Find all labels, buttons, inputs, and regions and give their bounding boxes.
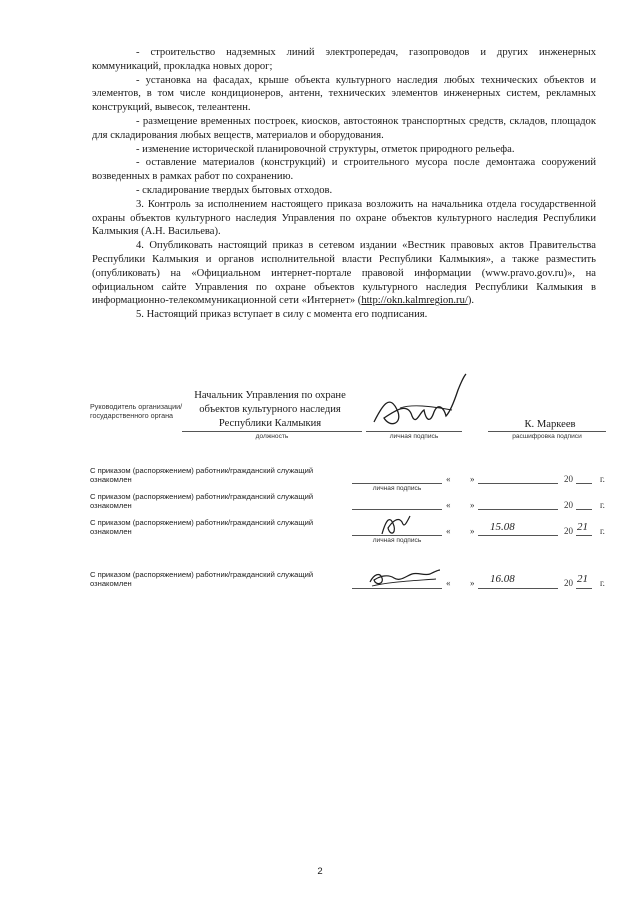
ack-year-handwritten: 21: [577, 573, 588, 585]
position-title: Начальник Управления по охране объектов культурного наследия Республики Калмыкия: [194, 390, 346, 429]
name-caption: расшифровка подписи: [512, 433, 582, 440]
ack-year-line: [576, 483, 592, 484]
ack-date-line: [478, 483, 558, 484]
quote-open: «: [446, 526, 451, 536]
ack-signature-caption: личная подпись: [372, 537, 422, 544]
page-number: 2: [317, 866, 323, 877]
ack-date-line: [478, 509, 558, 510]
quote-open: «: [446, 578, 451, 588]
ack-year-handwritten: 21: [577, 521, 588, 533]
paragraph-text: 4. Опубликовать настоящий приказ в сетевом издании «Вестник правовых актов Правительства Республики Калмыкия и органов исполнительной власти Республики Калмыкия», а также разместить (опубликовать) на «Официальном интернет-портале правовой информации (www.pravo.gov.ru)», на официальном сайте Управления по охране объектов культурного наследия Республики Калмыкия в информационно-телекоммуникационной сети «Интернет» (: [92, 240, 596, 307]
quote-close: »: [470, 500, 475, 510]
paragraph: 3. Контроль за исполнением настоящего приказа возложить на начальника отдела государственной охраны объектов культурного наследия Управления по охране объектов культурного наследия Республики Калмыкия (А.Н. Васильева).: [92, 198, 596, 238]
website-link[interactable]: http://okn.kalmregion.ru/: [361, 295, 468, 307]
ack-year-suffix: г.: [600, 500, 605, 510]
signature-underline: [366, 431, 462, 432]
acknowledgment-label: С приказом (распоряжением) работник/гражданский служащий ознакомлен: [90, 466, 314, 485]
paragraph: - установка на фасадах, крыше объекта культурного наследия любых технических объектов и элементов, в том числе кондиционеров, антенн, технических элементов инженерных систем, рекламных конструкций, вывесок, телеантенн.: [92, 74, 596, 114]
paragraph: 5. Настоящий приказ вступает в силу с момента его подписания.: [136, 309, 428, 321]
ack-signature-line: [352, 535, 442, 536]
ack-date: 16.08: [490, 573, 515, 585]
paragraph: - строительство надземных линий электропередач, газопроводов и других инженерных коммуникаций, прокладка новых дорог;: [92, 47, 596, 72]
ack-year: 20: [564, 500, 573, 510]
quote-close: »: [470, 474, 475, 484]
paragraph: - оставление материалов (конструкций) и строительного мусора после демонтажа сооружений возведенных в рамках работ по сохранению.: [92, 157, 596, 183]
ack-year-suffix: г.: [600, 526, 605, 536]
position-underline: [182, 431, 362, 432]
head-label: Руководитель организации/государственного органа: [90, 402, 183, 420]
order-text: [92, 46, 596, 322]
ack-year-line: [576, 509, 592, 510]
ack-signature-line: [352, 588, 442, 589]
paragraph: - изменение исторической планировочной структуры, отметок природного рельефа.: [136, 143, 515, 155]
signature-caption: личная подпись: [389, 433, 439, 440]
quote-open: «: [446, 500, 451, 510]
ack-date: 15.08: [490, 521, 515, 533]
ack-signature-line: [352, 483, 442, 484]
ack-date-line: [478, 588, 558, 589]
name-underline: [488, 431, 606, 432]
acknowledgment-label: С приказом (распоряжением) работник/гражданский служащий ознакомлен: [90, 492, 314, 511]
quote-close: »: [470, 578, 475, 588]
ack-signature-image: [366, 566, 442, 590]
ack-date-line: [478, 535, 558, 536]
ack-year-line: [576, 535, 592, 536]
quote-open: «: [446, 474, 451, 484]
ack-year: 20: [564, 474, 573, 484]
paragraph: - размещение временных построек, киосков, автостоянок транспортных средств, складов, площадок для складирования любых веществ, материалов и оборудования.: [92, 115, 596, 141]
position-caption: должность: [255, 433, 289, 440]
acknowledgment-label: С приказом (распоряжением) работник/гражданский служащий ознакомлен: [90, 518, 314, 537]
ack-year-suffix: г.: [600, 578, 605, 588]
head-signature-image: [360, 372, 470, 434]
paragraph: [92, 239, 596, 308]
quote-close: »: [470, 526, 475, 536]
paragraph-text: ).: [467, 295, 475, 307]
ack-signature-caption: личная подпись: [372, 485, 422, 492]
ack-year: 20: [564, 526, 573, 536]
ack-year-suffix: г.: [600, 474, 605, 484]
paragraph: - складирование твердых бытовых отходов.: [136, 184, 333, 196]
signer-name: К. Маркеев: [524, 419, 576, 430]
ack-year-line: [576, 588, 592, 589]
acknowledgment-label: С приказом (распоряжением) работник/гражданский служащий ознакомлен: [90, 570, 314, 589]
ack-year: 20: [564, 578, 573, 588]
